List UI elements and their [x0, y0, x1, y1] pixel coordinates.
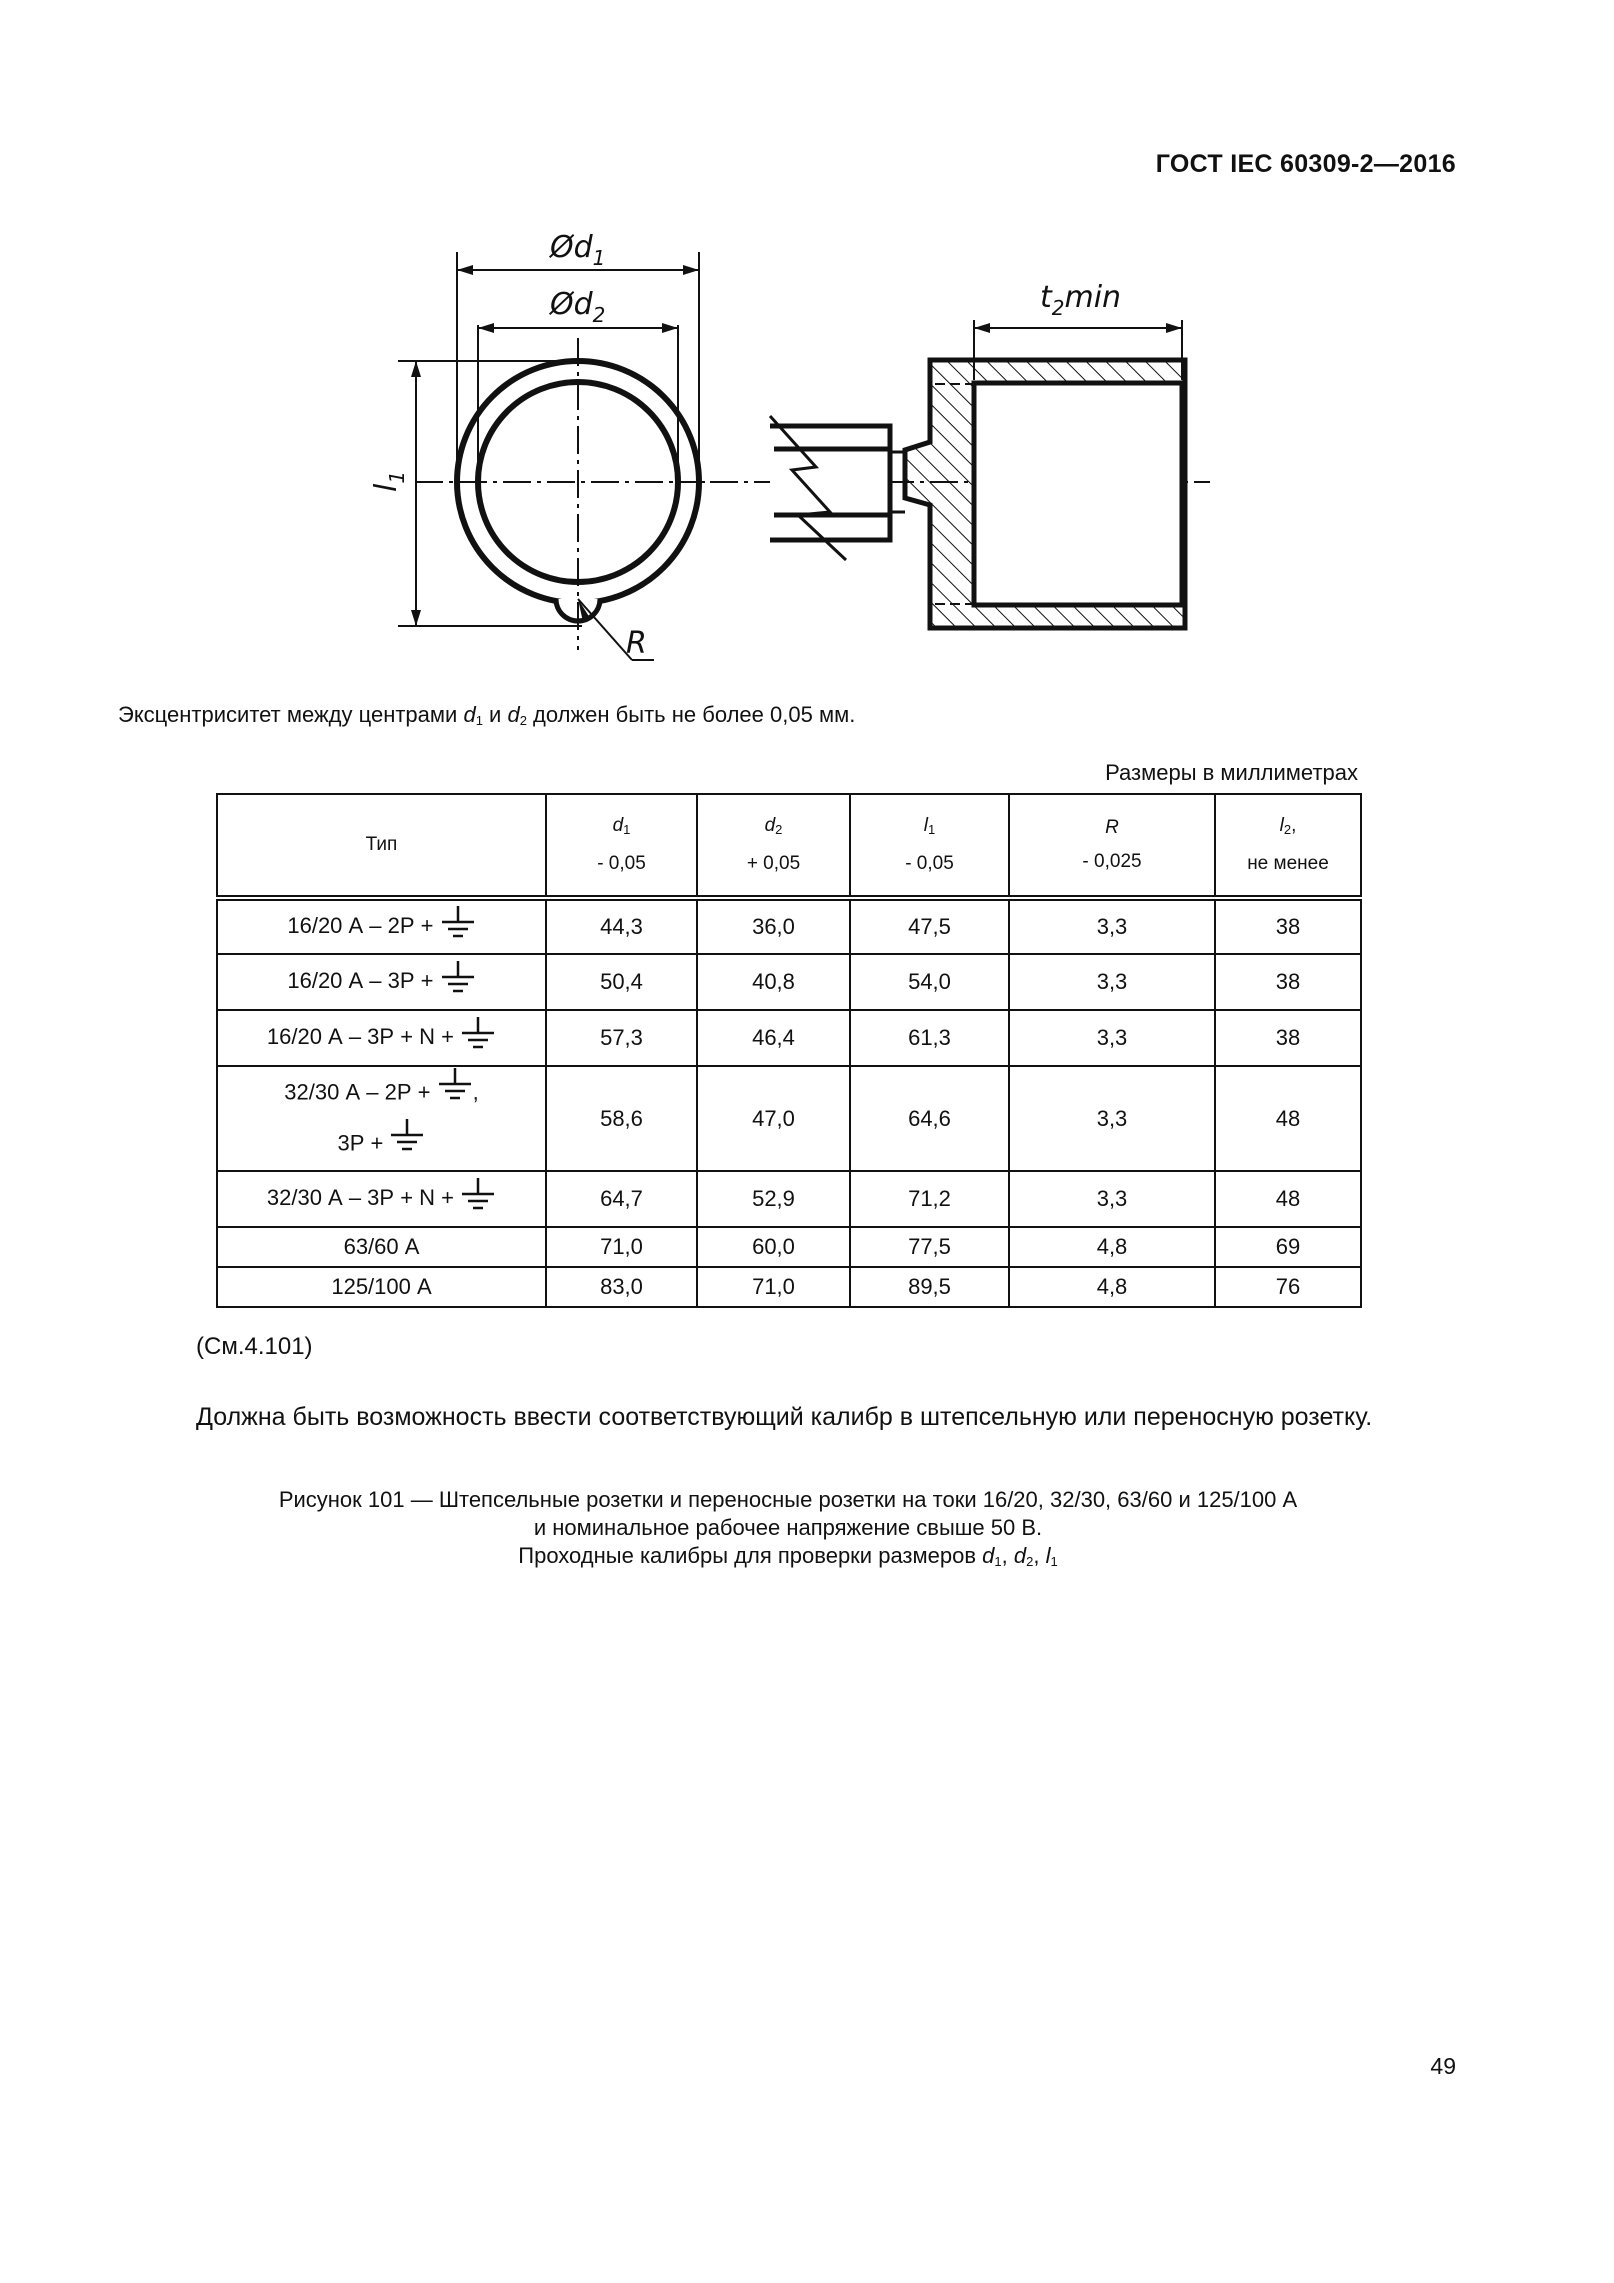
cell-l1: 47,5	[850, 898, 1009, 954]
clause-reference: (См.4.101)	[196, 1333, 313, 1360]
table-row	[217, 954, 1361, 1010]
d2-label: $Ød_2$	[550, 287, 606, 327]
dimensions-table	[216, 793, 1362, 1308]
caption-line-1: Рисунок 101 — Штепсельные розетки и переносные розетки на токи 16/20, 32/30, 63/60 и 125/100 А	[278, 1487, 1298, 1512]
cell-d2: 40,8	[697, 954, 850, 1010]
r-label: R	[626, 626, 647, 661]
cell-l1: 71,2	[850, 1171, 1009, 1227]
header-l1: $l_1$ - 0,05	[850, 794, 1009, 898]
cell-type: 16/20 А – 3Р + N +	[217, 1010, 546, 1066]
cell-d2: 52,9	[697, 1171, 850, 1227]
document-header: ГОСТ IEC 60309-2—2016	[1155, 150, 1456, 178]
cell-d1: 57,3	[546, 1010, 697, 1066]
l1-label: $l_1$	[369, 470, 409, 492]
cell-d2: 71,0	[697, 1267, 850, 1307]
cell-r: 3,3	[1009, 1171, 1215, 1227]
earth-symbol-icon	[437, 1068, 473, 1119]
cell-type: 16/20 А – 3Р +	[217, 954, 546, 1010]
cell-type: 16/20 А – 2Р +	[217, 898, 546, 954]
gauge-side-view	[710, 320, 1210, 628]
earth-symbol-icon	[460, 1178, 496, 1220]
cell-l2: 76	[1215, 1267, 1361, 1307]
cell-r: 4,8	[1009, 1227, 1215, 1267]
cell-d1: 58,6	[546, 1066, 697, 1171]
gauge-drawing	[360, 230, 1240, 690]
header-d1: $d_1$ - 0,05	[546, 794, 697, 898]
requirement-text: Должна быть возможность ввести соответствующий калибр в штепсельную или переносную розетку.	[196, 1403, 1373, 1431]
cell-l2: 38	[1215, 898, 1361, 954]
units-note: Размеры в миллиметрах	[1105, 760, 1358, 785]
t2min-label: $t_2\min$	[1040, 280, 1122, 320]
cell-l2: 38	[1215, 954, 1361, 1010]
cell-l1: 54,0	[850, 954, 1009, 1010]
cell-type: 63/60 А	[217, 1227, 546, 1267]
header-r: R - 0,025	[1009, 794, 1215, 898]
cell-d2: 46,4	[697, 1010, 850, 1066]
cell-r: 3,3	[1009, 954, 1215, 1010]
cell-l1: 64,6	[850, 1066, 1009, 1171]
cell-r: 3,3	[1009, 898, 1215, 954]
cell-type: 125/100 А	[217, 1267, 546, 1307]
cell-l1: 77,5	[850, 1227, 1009, 1267]
table-row	[217, 1171, 1361, 1227]
table-row	[217, 1010, 1361, 1066]
cell-d1: 64,7	[546, 1171, 697, 1227]
cell-l1: 89,5	[850, 1267, 1009, 1307]
cell-l2: 38	[1215, 1010, 1361, 1066]
cell-l2: 48	[1215, 1171, 1361, 1227]
cell-type: 32/30 А – 2Р + , 3Р +	[217, 1066, 546, 1171]
figure-caption	[118, 1486, 1458, 1576]
cell-d1: 71,0	[546, 1227, 697, 1267]
header-type: Тип	[217, 794, 546, 898]
cell-d1: 50,4	[546, 954, 697, 1010]
cell-l2: 69	[1215, 1227, 1361, 1267]
table-header-row	[217, 794, 1361, 898]
cell-d1: 83,0	[546, 1267, 697, 1307]
table-row	[217, 1227, 1361, 1267]
caption-line-3: Проходные калибры для проверки размеров $d_1$, $d_2$, $l_1$	[518, 1543, 1058, 1569]
table-row	[217, 898, 1361, 954]
cell-d1: 44,3	[546, 898, 697, 954]
header-l2: $l_2$, не менее	[1215, 794, 1361, 898]
page-number: 49	[1430, 2053, 1456, 2079]
cell-r: 3,3	[1009, 1066, 1215, 1171]
cell-d2: 60,0	[697, 1227, 850, 1267]
cell-r: 4,8	[1009, 1267, 1215, 1307]
earth-symbol-icon	[389, 1119, 425, 1170]
earth-symbol-icon	[460, 1017, 496, 1059]
d1-label: $Ød_1$	[550, 230, 606, 270]
cell-d2: 47,0	[697, 1066, 850, 1171]
cell-l2: 48	[1215, 1066, 1361, 1171]
earth-symbol-icon	[440, 906, 476, 948]
cell-type: 32/30 А – 3Р + N +	[217, 1171, 546, 1227]
table-row	[217, 1267, 1361, 1307]
cell-l1: 61,3	[850, 1010, 1009, 1066]
eccentricity-note: Эксцентриситет между центрами $d_1$ и $d_2$ должен быть не более 0,05 мм.	[118, 702, 856, 728]
cell-d2: 36,0	[697, 898, 850, 954]
cell-r: 3,3	[1009, 1010, 1215, 1066]
table-row	[217, 1066, 1361, 1171]
header-d2: $d_2$ + 0,05	[697, 794, 850, 898]
caption-line-2: и номинальное рабочее напряжение свыше 50 В.	[533, 1515, 1043, 1540]
earth-symbol-icon	[440, 961, 476, 1003]
